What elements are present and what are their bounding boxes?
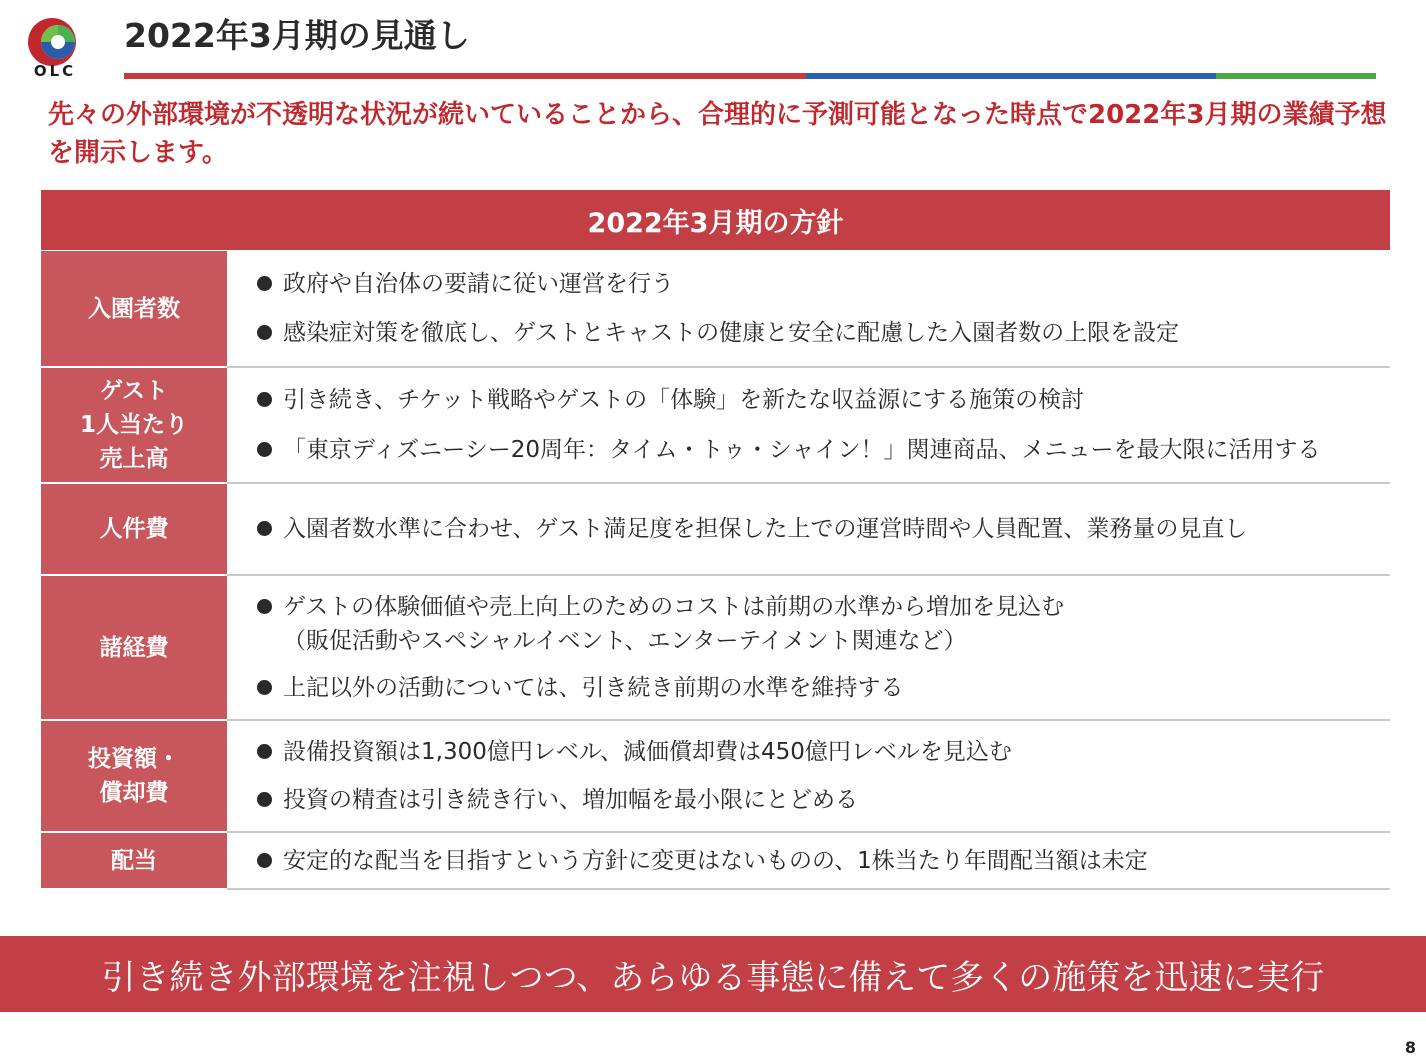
policy-row-expenses <box>41 576 1390 721</box>
row-label: 人件費 <box>41 484 227 576</box>
bullet-icon <box>257 521 272 536</box>
bullet-icon <box>257 325 272 340</box>
bullet-icon <box>257 599 272 614</box>
row-items <box>227 576 1390 719</box>
policy-table-header: 2022年3月期の方針 <box>41 190 1390 251</box>
row-items <box>227 833 1390 888</box>
policy-row-investment <box>41 721 1390 833</box>
bullet-text: 入園者数水準に合わせ、ゲスト満足度を担保した上での運営時間や人員配置、業務量の見直し <box>283 516 1248 542</box>
bullet-icon <box>257 792 272 807</box>
conclusion-banner: 引き続き外部環境を注視しつつ、あらゆる事態に備えて多くの施策を迅速に実行 <box>0 936 1426 1012</box>
bullet-item <box>257 783 1390 817</box>
title-underline-red <box>124 73 806 79</box>
bullet-text: ゲストの体験価値や売上向上のためのコストは前期の水準から増加を見込む （販促活動やスペシャルイベント、エンターテイメント関連など） <box>283 593 1065 654</box>
title-underline <box>124 73 1376 79</box>
bullet-text: 政府や自治体の要請に従い運営を行う <box>283 270 674 297</box>
bullet-text: 感染症対策を徹底し、ゲストとキャストの健康と安全に配慮した入園者数の上限を設定 <box>283 320 1180 347</box>
bullet-text: 引き続き、チケット戦略やゲストの「体験」を新たな収益源にする施策の検討 <box>283 387 1085 414</box>
row-items <box>227 721 1390 831</box>
policy-row-attendance <box>41 251 1390 368</box>
bullet-text: 上記以外の活動については、引き続き前期の水準を維持する <box>283 675 904 702</box>
policy-table <box>41 190 1390 890</box>
bullet-text: 「東京ディズニーシー20周年：タイム・トゥ・シャイン！」関連商品、メニューを最大限に活用する <box>283 436 1321 463</box>
bullet-icon <box>257 276 272 291</box>
title-underline-green <box>1216 73 1376 79</box>
bullet-icon <box>257 853 272 868</box>
row-items <box>227 484 1390 574</box>
bullet-item <box>257 844 1390 878</box>
page-title: 2022年3月期の見通し <box>124 16 470 55</box>
lead-statement: 先々の外部環境が不透明な状況が続いていることから、合理的に予測可能となった時点で2022年3月期の業績予想を開示します。 <box>48 100 1387 168</box>
bullet-item <box>257 512 1390 546</box>
policy-row-personnel <box>41 484 1390 576</box>
policy-row-dividend <box>41 833 1390 890</box>
bullet-text: 安定的な配当を目指すという方針に変更はないものの、1株当たり年間配当額は未定 <box>283 847 1148 874</box>
page-number: 8 <box>1404 1038 1416 1057</box>
bullet-item <box>257 671 1390 705</box>
bullet-text: 設備投資額は1,300億円レベル、減価償却費は450億円レベルを見込む <box>283 739 1012 765</box>
logo-text: OLC <box>33 62 77 80</box>
bullet-icon <box>257 744 272 759</box>
row-items <box>227 251 1390 366</box>
bullet-item <box>257 433 1390 467</box>
policy-row-revenue-per-guest <box>41 368 1390 484</box>
bullet-icon <box>257 680 272 695</box>
bullet-item <box>257 735 1390 769</box>
bullet-item <box>257 383 1390 417</box>
bullet-item <box>257 267 1390 301</box>
row-label: 配当 <box>41 833 227 890</box>
row-label: ゲスト 1人当たり 売上高 <box>41 368 227 484</box>
bullet-icon <box>257 392 272 407</box>
bullet-item <box>257 316 1390 350</box>
bullet-item <box>257 590 1390 658</box>
bullet-text: 投資の精査は引き続き行い、増加幅を最小限にとどめる <box>283 787 858 813</box>
title-underline-blue <box>806 73 1216 79</box>
row-label: 諸経費 <box>41 576 227 721</box>
row-items <box>227 368 1390 482</box>
bullet-icon <box>257 442 272 457</box>
row-label: 入園者数 <box>41 251 227 368</box>
row-label: 投資額・ 償却費 <box>41 721 227 833</box>
